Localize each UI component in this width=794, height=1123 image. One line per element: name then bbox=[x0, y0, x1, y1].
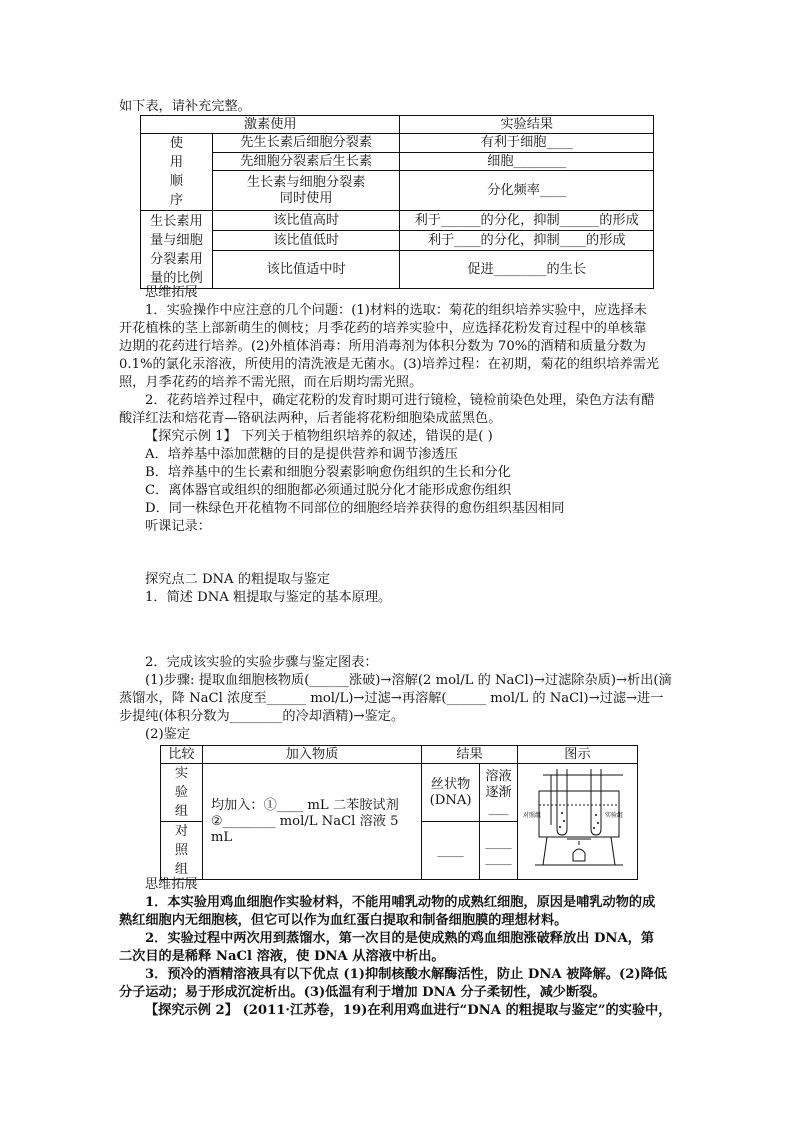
paragraph-line: 1．本实验用鸡血细胞作实验材料，不能用哺乳动物的成熟红细胞，原因是哺乳动物的成 bbox=[145, 895, 656, 910]
table1-group-usage-order: 使 用 顺 序 bbox=[141, 134, 213, 211]
diagram-label-experiment: 实验组 bbox=[605, 812, 624, 819]
table1-result-cell: 细胞________ bbox=[400, 152, 654, 171]
paragraph-line: 1．实验操作中应注意的几个问题：(1)材料的选取：菊花的组织培养实验中，应选择未 bbox=[145, 303, 647, 318]
table2-exp-group-label: 实 验 组 bbox=[161, 764, 203, 822]
table2-ctrl-result-color: ____ ____ bbox=[480, 822, 518, 880]
table1-result-cell: 利于____的分化，抑制____的形成 bbox=[400, 231, 654, 251]
table1-usage-cell: 该比值适中时 bbox=[212, 251, 400, 289]
section2-title: 探究点二 DNA 的粗提取与鉴定 bbox=[145, 572, 331, 587]
paragraph-line: 分子运动；易于形成沉淀析出。(3)低温有利于增加 DNA 分子柔韧性，减少断裂。 bbox=[119, 985, 606, 1000]
paragraph-line: 熟红细胞内无细胞核，但它可以作为血红蛋白提取和制备细胞膜的理想材料。 bbox=[119, 913, 568, 928]
water-bath-apparatus-diagram bbox=[519, 765, 635, 873]
option-d: D．同一株绿色开花植物不同部位的细胞经培养获得的愈伤组织基因相同 bbox=[145, 501, 565, 516]
table2-figure-cell bbox=[517, 764, 637, 880]
table2-header-result: 结果 bbox=[422, 746, 518, 764]
table1-usage-cell: 先生长素后细胞分裂素 bbox=[212, 134, 400, 153]
example1-question: 【探究示例 1】 下列关于植物组织培养的叙述，错误的是( ) bbox=[145, 429, 493, 444]
option-c: C．离体器官或组织的细胞都必须通过脱分化才能形成愈伤组织 bbox=[145, 483, 512, 498]
option-b: B．培养基中的生长素和细胞分裂素影响愈伤组织的生长和分化 bbox=[145, 465, 511, 480]
paragraph-line: 边期的花药进行培养。(2)外植体消毒：所用消毒剂为体积分数为 70%的酒精和质量分数为 bbox=[119, 339, 646, 354]
step2-label: (2)鉴定 bbox=[145, 727, 191, 742]
diagram-label-control: 对照组 bbox=[523, 812, 542, 819]
question-1: 1．简述 DNA 粗提取与鉴定的基本原理。 bbox=[145, 590, 392, 605]
table2-header-compare: 比较 bbox=[161, 746, 203, 764]
table1-usage-cell: 该比值低时 bbox=[212, 231, 400, 251]
table2-header-added: 加入物质 bbox=[202, 746, 421, 764]
hormone-table bbox=[140, 115, 654, 289]
table2-ctrl-result-dna: ____ bbox=[422, 822, 480, 880]
paragraph-line: 2．花药培养过程中，确定花粉的发育时期可进行镜检，镜检前染色处理，染色方法有醋 bbox=[145, 393, 655, 408]
table1-usage-cell: 先细胞分裂素后生长素 bbox=[212, 152, 400, 171]
option-a: A．培养基中添加蔗糖的目的是提供营养和调节渗透压 bbox=[145, 447, 458, 462]
step1-line: 蒸馏水，降 NaCl 浓度至______ mol/L)→过滤→再溶解(______ mol/L 的 NaCl)→过滤→进一 bbox=[119, 691, 664, 706]
question-2: 2．完成该实验的实验步骤与鉴定图表： bbox=[145, 655, 378, 670]
step1-line: (1)步骤: 提取血细胞核物质(______涨破)→溶解(2 mol/L 的 NaCl)→过滤除杂质)→析出(滴 bbox=[145, 673, 672, 688]
table1-result-cell: 有利于细胞____ bbox=[400, 134, 654, 153]
table2-exp-result-color: 溶液 逐渐 ___ bbox=[480, 764, 518, 822]
table2-ctrl-group-label: 对 照 组 bbox=[161, 822, 203, 880]
paragraph-line: 酸洋红法和焙花青—铬矾法两种，后者能将花粉细胞染成蓝黑色。 bbox=[119, 411, 502, 426]
table2-exp-result-dna: 丝状物 (DNA) bbox=[422, 764, 480, 822]
table2-added-substance: 均加入：①____ mL 二苯胺试剂 ②________ mol/L NaCl 溶液 5 mL bbox=[202, 764, 421, 880]
paragraph-line: 二次目的是稀释 NaCl 溶液，使 DNA 从溶液中析出。 bbox=[119, 949, 445, 964]
table1-header-usage: 激素使用 bbox=[141, 116, 400, 134]
table1-usage-cell: 该比值高时 bbox=[212, 211, 400, 231]
identification-table bbox=[160, 745, 638, 880]
intro-text: 如下表，请补充完整。 bbox=[119, 99, 251, 114]
table1-result-cell: 分化频率____ bbox=[400, 171, 654, 211]
section1-heading: 思维拓展 bbox=[145, 285, 198, 300]
table1-usage-cell: 生长素与细胞分裂素 同时使用 bbox=[212, 171, 400, 211]
paragraph-line: 3．预冷的酒精溶液具有以下优点 (1)抑制核酸水解酶活性，防止 DNA 被降解。(2)降低 bbox=[145, 967, 667, 982]
notes-label: 听课记录： bbox=[145, 519, 211, 534]
section3-heading: 思维拓展 bbox=[145, 877, 198, 892]
paragraph-line: 2．实验过程中两次用到蒸馏水，第一次目的是使成熟的鸡血细胞涨破释放出 DNA，第 bbox=[145, 931, 655, 946]
table2-header-figure: 图示 bbox=[517, 746, 637, 764]
paragraph-line: 照，月季花药的培养不需光照，而在后期均需光照。 bbox=[119, 375, 423, 390]
table1-group-ratio: 生长素用 量与细胞 分裂素用 量的比例 bbox=[141, 211, 213, 289]
step1-line: 步提纯(体积分数为________的冷却酒精)→鉴定。 bbox=[119, 709, 405, 724]
table1-result-cell: 利于______的分化，抑制______的形成 bbox=[400, 211, 654, 231]
table1-result-cell: 促进________的生长 bbox=[400, 251, 654, 289]
example2-question: 【探究示例 2】 (2011·江苏卷，19)在利用鸡血进行“DNA 的粗提取与鉴定”的实验中， bbox=[145, 1003, 672, 1018]
table1-header-result: 实验结果 bbox=[400, 116, 654, 134]
paragraph-line: 0.1%的氯化汞溶液，所使用的清洗液是无菌水。(3)培养过程：在初期，菊花的组织培养需光 bbox=[119, 357, 660, 372]
paragraph-line: 开花植株的茎上部新萌生的侧枝；月季花药的培养实验中，应选择花粉发育过程中的单核靠 bbox=[119, 321, 647, 336]
